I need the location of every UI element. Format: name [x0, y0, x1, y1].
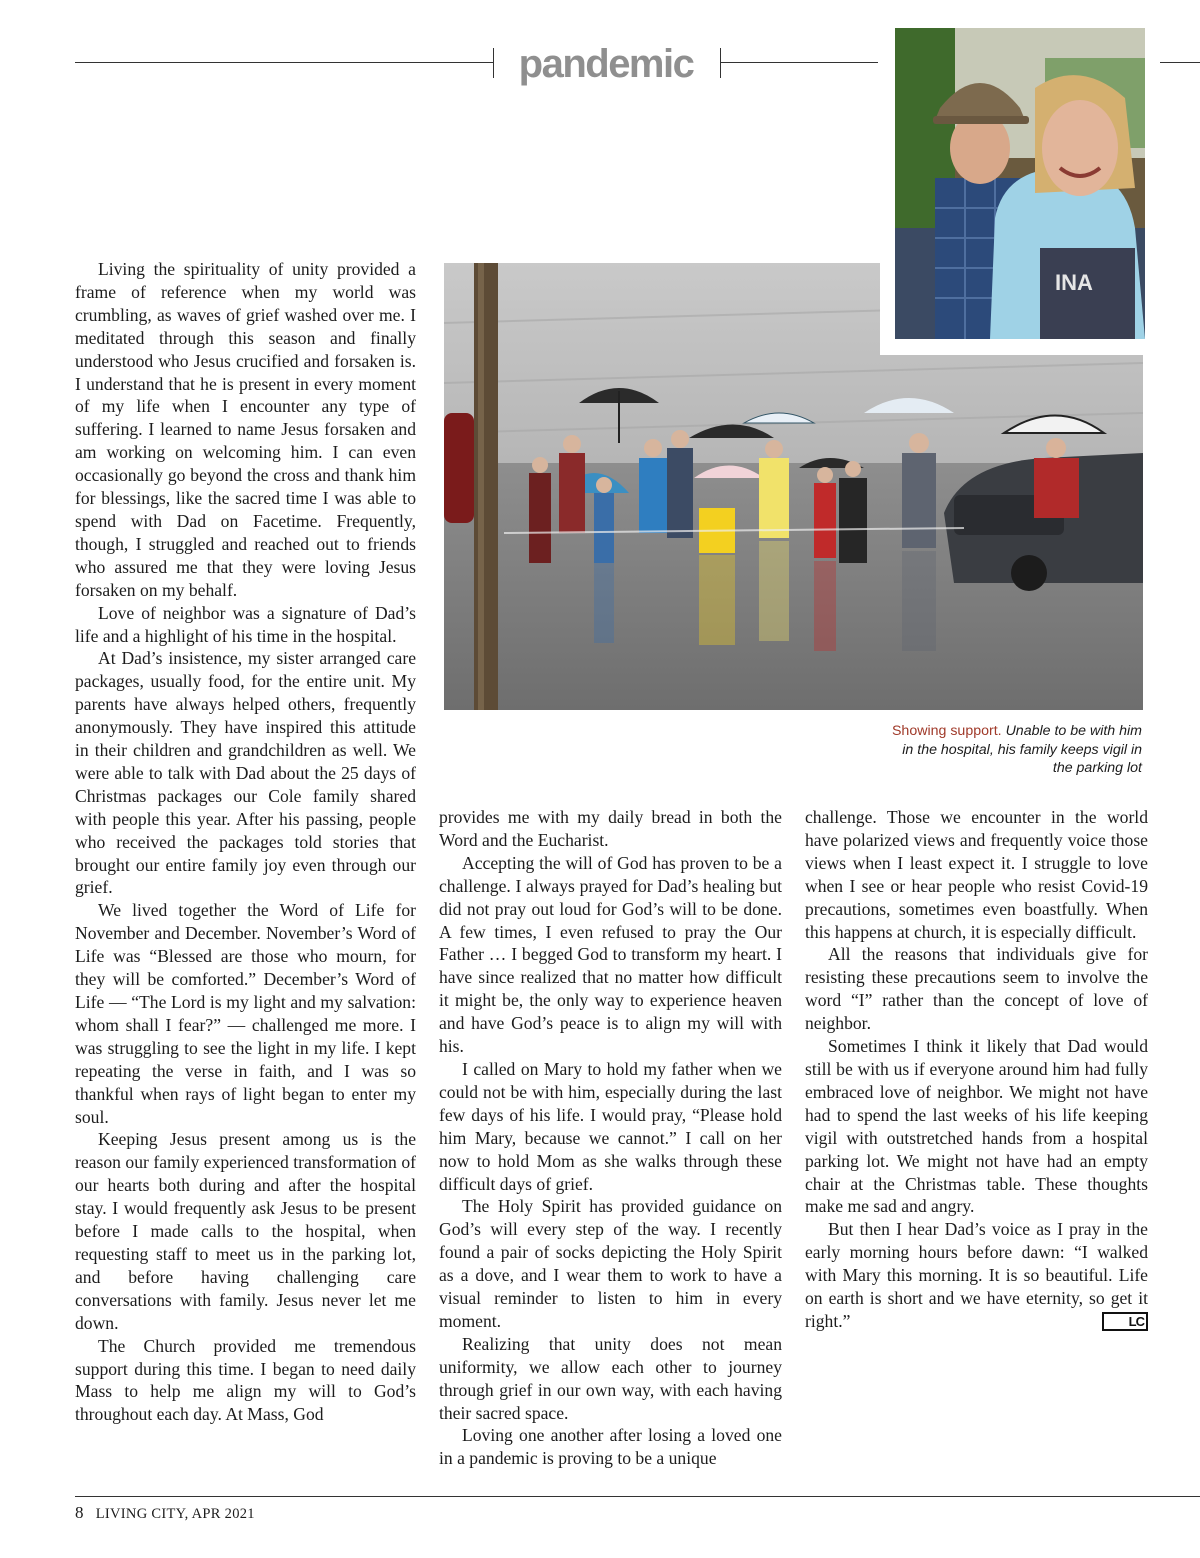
paragraph-continued: challenge. Those we encounter in the world have polarized views and frequently voice those views when I least expect it. I struggle to love when I see or hear people who resist Covid-19 precautions, sometimes even boastfully. When this happens at church, it is especially difficult.	[805, 807, 1148, 942]
article-column-2	[439, 806, 782, 1470]
paragraph-text: But then I hear Dad’s voice as I pray in the early morning hours before dawn: “I walked with Mary this morning. It is so beautiful. Life on earth is short and we have eternity, so get it right.”	[805, 1219, 1148, 1331]
svg-text:INA: INA	[1055, 270, 1093, 295]
paragraph: I called on Mary to hold my father when we could not be with him, especially during the last few days of his life. I would pray, “Please hold him Mary, because we cannot.” I call on her now to hold Mom as she walks through these difficult days of grief.	[439, 1058, 782, 1194]
portrait-photo	[895, 28, 1145, 339]
paragraph: The Holy Spirit has provided guidance on God’s will every step of the way. I recently found a pair of socks depicting the Holy Spirit as a dove, and I wear them to work to have a visual reminder to listen to him in every moment.	[439, 1196, 782, 1331]
paragraph: Sometimes I think it likely that Dad would still be with us if everyone around him had fully embraced love of neighbor. We might not have had to spend the last weeks of his life keeping vigil with outstretched hands from a hospital parking lot. We might not have had an empty chair at the Christmas table. These thoughts make me sad and angry.	[805, 1036, 1148, 1217]
section-title: pandemic	[518, 42, 694, 86]
paragraph: Loving one another after losing a loved one in a pandemic is proving to be a unique	[439, 1425, 782, 1469]
publication-name: LIVING CITY,	[95, 1506, 189, 1522]
paragraph: At Dad’s insistence, my sister arranged care packages, usually food, for the entire unit. My parents have always helped others, frequently anonymously. They have inspired this attitude in their children and grandchildren as well. We were able to talk with Dad about the 25 days of Christmas packages our Cole family shared with people this year. After his passing, people who received the packages told stories that brought our entire family joy even through our grief.	[75, 648, 416, 898]
footer-rule	[75, 1496, 1200, 1497]
issue-date: APR 2021	[191, 1506, 255, 1522]
photo-caption	[880, 722, 1142, 778]
end-mark-lc-icon: LC	[1102, 1312, 1148, 1331]
paragraph: Love of neighbor was a signature of Dad’s life and a highlight of his time in the hospital.	[75, 602, 416, 646]
portrait-photo-frame	[880, 20, 1160, 355]
paragraph: Keeping Jesus present among us is the reason our family experienced transformation of our hearts both during and after the hospital stay. I would frequently ask Jesus to be present before I made calls to the hospital, when requesting staff to meet us in the parking lot, and before having challenging care conversations with family. Jesus never let me down.	[75, 1129, 416, 1333]
header-rule-tick-right	[720, 48, 721, 78]
page-number: 8	[75, 1503, 84, 1522]
paragraph: Realizing that unity does not mean uniformity, we allow each other to journey through grief in our own way, with each having their sacred space.	[439, 1333, 782, 1423]
header-rule-tick-left	[493, 48, 494, 78]
paragraph: We lived together the Word of Life for November and December. November’s Word of Life was “Blessed are those who mourn, for they will be comforted.” December’s Word of Life — “The Lord is my light and my salvation: whom shall I fear?” — challenged me more. I was struggling to see the light in my life. I kept repeating the verse in faith, and I was so thankful when rays of light began to enter my soul.	[75, 900, 416, 1127]
header-rule-far-right	[1160, 62, 1200, 63]
header-rule-left	[75, 62, 493, 63]
paragraph	[805, 1218, 1148, 1333]
article-column-1	[75, 258, 416, 1426]
caption-text: Unable to be with him in the hospital, his family keeps vigil in the parking lot	[902, 723, 1142, 776]
paragraph-continued: provides me with my daily bread in both the Word and the Eucharist.	[439, 807, 782, 850]
paragraph: Accepting the will of God has proven to be a challenge. I always prayed for Dad’s healing but did not pray out loud for God’s will to be done. A few times, I even refused to pray the Our Father … I begged God to transform my heart. I have since realized that no matter how difficult it might be, the only way to experience heaven and have God’s peace is to align my will with his.	[439, 852, 782, 1057]
page-footer	[75, 1503, 255, 1523]
caption-lead: Showing support.	[891, 723, 1002, 739]
header-rule-right	[720, 62, 878, 63]
paragraph: Living the spirituality of unity provided a frame of reference when my world was crumbling, as waves of grief washed over me. I meditated through this season and finally understood who Jesus crucified and forsaken is. I understand that he is present in every moment of my life when I encounter any type of suffering. I learned to name Jesus forsaken and am working on welcoming him. I can even occasionally go beyond the cross and thank him for blessings, like the sacred time I was able to spend with Dad on Facetime. Frequently, though, I struggled and reached out to friends who assured me that they were loving Jesus forsaken on my behalf.	[75, 259, 416, 600]
paragraph: The Church provided me tremendous support during this time. I began to need daily Mass to help me align my will to God’s throughout each day. At Mass, God	[75, 1335, 416, 1425]
paragraph: All the reasons that individuals give for resisting these precautions seem to involve the word “I” rather than the concept of love of neighbor.	[805, 944, 1148, 1034]
article-column-3	[805, 806, 1148, 1333]
